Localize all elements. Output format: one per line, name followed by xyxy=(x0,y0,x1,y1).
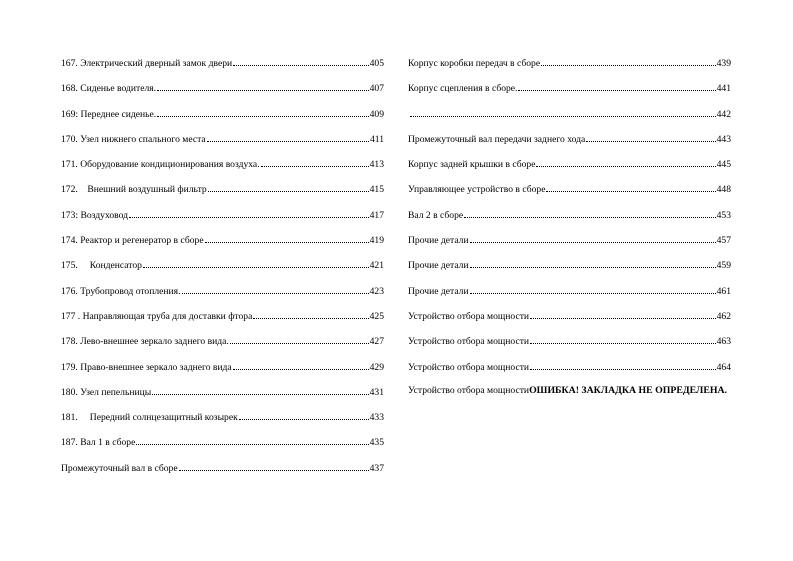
toc-entry-label: Прочие детали xyxy=(408,285,469,297)
toc-entry-label: Промежуточный вал в сборе xyxy=(61,462,178,474)
toc-entry-page: 423 xyxy=(369,285,384,297)
toc-entry-label: 169: Переднее сиденье. xyxy=(61,108,157,120)
dot-leader xyxy=(182,284,369,294)
toc-entry-label: Прочие детали xyxy=(408,260,469,272)
toc-entry[interactable] xyxy=(61,284,384,309)
toc-entry-page: 459 xyxy=(716,260,731,272)
toc-entry[interactable] xyxy=(408,182,731,207)
toc-entry-label: Корпус задней крышки в сборе xyxy=(408,159,536,171)
toc-entry-page: 421 xyxy=(369,260,384,272)
toc-entry-label: Корпус сцепления в сборе. xyxy=(408,83,518,95)
dot-leader xyxy=(541,56,716,66)
toc-entry-label: Устройство отбора мощности xyxy=(408,310,530,322)
toc-entry-label: 173: Воздуховод xyxy=(61,209,129,221)
toc-entry[interactable] xyxy=(408,258,731,283)
toc-entry-label: 174. Реактор и регенератор в сборе xyxy=(61,235,204,247)
toc-entry-label: 180. Узел пепельницы xyxy=(61,386,152,398)
toc-entry-label: Устройство отбора мощности xyxy=(408,336,530,348)
dot-leader xyxy=(470,258,716,268)
dot-leader xyxy=(464,208,715,218)
toc-entry[interactable] xyxy=(408,56,731,81)
toc-entry-page: 461 xyxy=(716,285,731,297)
toc-entry-page: 463 xyxy=(716,336,731,348)
toc-entry[interactable] xyxy=(408,81,731,106)
dot-leader xyxy=(410,107,716,117)
toc-entry-label: Устройство отбора мощности xyxy=(408,361,530,373)
dot-leader xyxy=(136,435,368,445)
toc-entry-page: 439 xyxy=(716,58,731,69)
toc-entry[interactable] xyxy=(61,309,384,334)
toc-entry-page: 462 xyxy=(716,310,731,322)
toc-entry[interactable] xyxy=(408,107,731,132)
bookmark-error-text: ОШИБКА! ЗАКЛАДКА НЕ ОПРЕДЕЛЕНА. xyxy=(529,384,728,396)
toc-entry-error[interactable] xyxy=(408,385,731,410)
toc-entry[interactable] xyxy=(61,132,384,157)
toc-entry-page: 441 xyxy=(716,83,731,95)
toc-entry-page: 409 xyxy=(369,108,384,120)
toc-entry[interactable] xyxy=(61,157,384,182)
toc-entry-page: 415 xyxy=(369,184,384,196)
dot-leader xyxy=(157,107,368,117)
dot-leader xyxy=(233,56,368,66)
toc-entry-label: 170. Узел нижнего спального места xyxy=(61,133,206,145)
toc-entry-label: 176. Трубопровод отопления. xyxy=(61,285,181,297)
toc-entry-page: 431 xyxy=(369,386,384,398)
dot-leader xyxy=(546,182,715,192)
toc-entry-label: 178. Лево-внешнее зеркало заднего вида. xyxy=(61,336,229,348)
dot-leader xyxy=(152,385,368,395)
dot-leader xyxy=(239,410,369,420)
dot-leader xyxy=(470,284,716,294)
toc-entry-page: 464 xyxy=(716,361,731,373)
dot-leader xyxy=(261,157,369,167)
dot-leader xyxy=(129,208,369,218)
toc-entry[interactable] xyxy=(408,233,731,258)
toc-entry-page: 448 xyxy=(716,184,731,196)
toc-entry-page: 405 xyxy=(369,58,384,69)
toc-entry-label: 179. Право-внешнее зеркало заднего вида xyxy=(61,361,232,373)
toc-entry-page: 419 xyxy=(369,235,384,247)
toc-entry[interactable] xyxy=(408,309,731,334)
dot-leader xyxy=(530,309,716,319)
toc-entry-page: 413 xyxy=(369,159,384,171)
toc-entry-label: 168. Сиденье водителя. xyxy=(61,83,157,95)
dot-leader xyxy=(530,334,716,344)
toc-entry-page: 445 xyxy=(716,159,731,171)
dot-leader xyxy=(470,233,716,243)
toc-entry[interactable] xyxy=(408,284,731,309)
toc-entry-label: 171. Оборудование кондиционирования воздуха. xyxy=(61,159,260,171)
dot-leader xyxy=(536,157,715,167)
toc-entry-label: 167. Электрический дверный замок двери xyxy=(61,58,233,69)
toc-entry-label: Промежуточный вал передачи заднего хода xyxy=(408,133,586,145)
toc-entry-page: 417 xyxy=(369,209,384,221)
toc-entry-page: 407 xyxy=(369,83,384,95)
dot-leader xyxy=(233,360,369,370)
toc-entry[interactable] xyxy=(408,157,731,182)
toc-entry-page: 433 xyxy=(369,412,384,424)
toc-entry-label: Управляющее устройство в сборе xyxy=(408,184,546,196)
toc-entry[interactable] xyxy=(61,233,384,258)
toc-entry[interactable] xyxy=(61,461,384,486)
toc-entry[interactable] xyxy=(61,385,384,410)
toc-entry[interactable] xyxy=(408,132,731,157)
toc-entry[interactable] xyxy=(408,360,731,385)
toc-entry-label: 175. Конденсатор xyxy=(61,260,142,272)
toc-entry[interactable] xyxy=(61,182,384,207)
toc-entry[interactable] xyxy=(61,258,384,283)
dot-leader xyxy=(253,309,368,319)
toc-entry-page: 453 xyxy=(716,209,731,221)
toc-entry-label: 187. Вал 1 в сборе xyxy=(61,437,136,449)
toc-entry[interactable] xyxy=(408,208,731,233)
toc-entry[interactable] xyxy=(61,410,384,435)
toc-entry[interactable] xyxy=(61,435,384,460)
toc-entry[interactable] xyxy=(61,107,384,132)
toc-right-column xyxy=(408,56,731,410)
dot-leader xyxy=(207,132,369,142)
toc-entry-page: 411 xyxy=(369,133,384,145)
dot-leader xyxy=(157,81,369,91)
toc-entry-page: 442 xyxy=(716,108,731,120)
dot-leader xyxy=(586,132,715,142)
toc-entry-label: 177 . Направляющая труба для доставки фтора xyxy=(61,310,253,322)
toc-entry-page: 443 xyxy=(716,133,731,145)
dot-leader xyxy=(230,334,369,344)
toc-entry-page: 435 xyxy=(369,437,384,449)
toc-entry-label: Прочие детали xyxy=(408,235,469,247)
toc-entry-label: Устройство отбора мощности xyxy=(408,384,530,396)
toc-entry-label: Корпус коробки передач в сборе xyxy=(408,58,541,69)
toc-entry-label: 181. Передний солнцезащитный козырек xyxy=(61,412,238,424)
toc-entry-page: 457 xyxy=(716,235,731,247)
dot-leader xyxy=(208,182,369,192)
toc-entry-page: 429 xyxy=(369,361,384,373)
toc-entry[interactable] xyxy=(61,334,384,359)
dot-leader xyxy=(179,461,369,471)
toc-left-column xyxy=(61,56,384,486)
toc-entry-page: 427 xyxy=(369,336,384,348)
toc-entry-page: 437 xyxy=(369,462,384,474)
toc-entry[interactable] xyxy=(61,56,384,81)
toc-entry[interactable] xyxy=(61,360,384,385)
dot-leader xyxy=(530,360,716,370)
dot-leader xyxy=(518,81,715,91)
toc-entry[interactable] xyxy=(61,208,384,233)
toc-entry[interactable] xyxy=(61,81,384,106)
dot-leader xyxy=(143,258,369,268)
dot-leader xyxy=(205,233,369,243)
toc-entry[interactable] xyxy=(408,334,731,359)
toc-entry-label: Вал 2 в сборе xyxy=(408,209,464,221)
toc-entry-page: 425 xyxy=(369,310,384,322)
toc-entry-label: 172. Внешний воздушный фильтр xyxy=(61,184,207,196)
